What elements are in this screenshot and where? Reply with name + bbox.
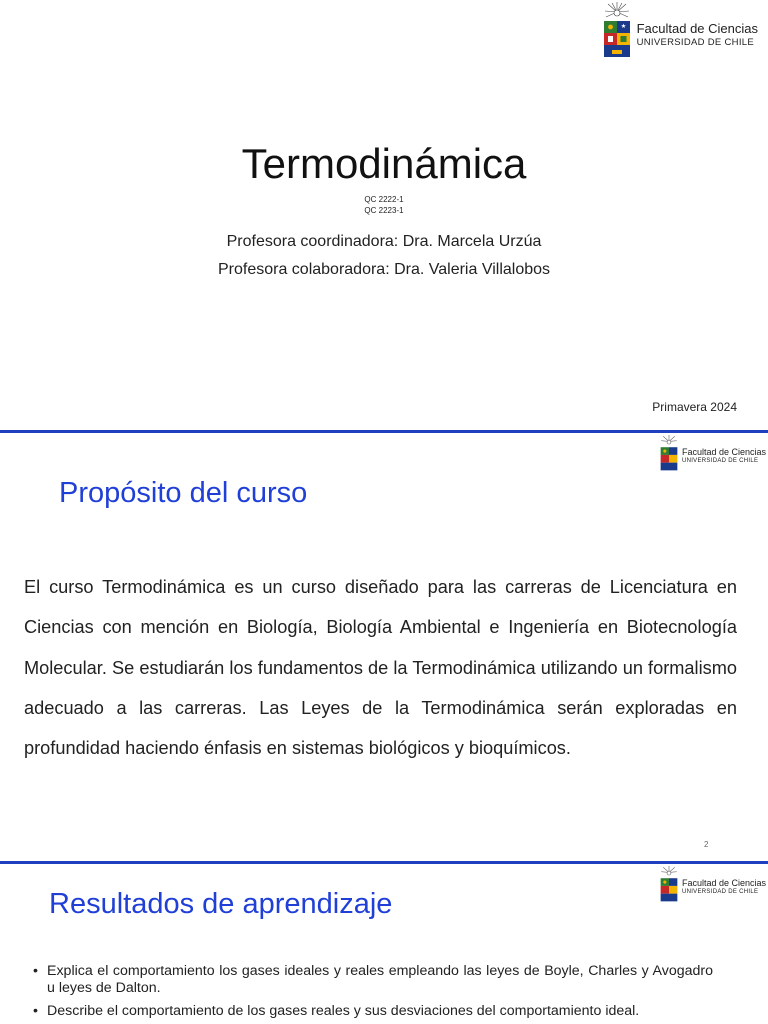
course-title: Termodinámica	[241, 140, 527, 187]
faculty-logo	[603, 2, 758, 58]
list-item: • Describe el comportamiento de los gases reales y sus desviaciones del comportamiento ideal.	[33, 1003, 713, 1020]
university-crest-icon	[603, 2, 631, 58]
faculty-logo	[660, 435, 766, 471]
course-code: QC 2222-1	[364, 195, 404, 204]
purpose-slide	[0, 433, 768, 861]
university-crest-icon	[660, 866, 678, 902]
university-name: UNIVERSIDAD DE CHILE	[681, 458, 759, 464]
title-slide	[0, 0, 768, 430]
coordinating-professor: Profesora coordinadora: Dra. Marcela Urzúa	[226, 233, 542, 250]
course-code: QC 2223-1	[364, 206, 404, 215]
list-item: • Explica el comportamiento los gases ideales y reales empleando las leyes de Boyle, Charles y Avogadro u leyes de Dalton.	[33, 963, 713, 997]
collaborating-professor: Profesora colaboradora: Dra. Valeria Villalobos	[217, 261, 551, 278]
page-number: 2	[704, 840, 709, 849]
semester-label: Primavera 2024	[652, 400, 737, 414]
professors	[0, 228, 768, 284]
university-name: UNIVERSIDAD DE CHILE	[681, 889, 759, 895]
section-heading: Resultados de aprendizaje	[49, 888, 393, 920]
course-purpose-text: El curso Termodinámica es un curso diseñado para las carreras de Licenciatura en Ciencias con mención en Biología, Biología Ambiental e Ingeniería en Biotecnología Molecular. Se estudiarán los fundamentos de la Termodinámica utilizando un formalismo adecuado a las carreras. Las Leyes de la Termodinámica serán exploradas en profundidad haciendo énfasis en sistemas biológicos y bioquímicos.	[24, 577, 737, 759]
course-codes	[0, 194, 768, 216]
learning-outcomes-list	[33, 963, 713, 1024]
university-crest-icon	[660, 435, 678, 471]
faculty-logo	[660, 866, 766, 902]
learning-outcomes-slide	[0, 864, 768, 1024]
faculty-name: Facultad de Ciencias	[681, 447, 766, 457]
university-name: UNIVERSIDAD DE CHILE	[636, 37, 754, 48]
faculty-name: Facultad de Ciencias	[636, 21, 758, 36]
section-heading: Propósito del curso	[59, 477, 308, 509]
faculty-name: Facultad de Ciencias	[681, 878, 766, 888]
